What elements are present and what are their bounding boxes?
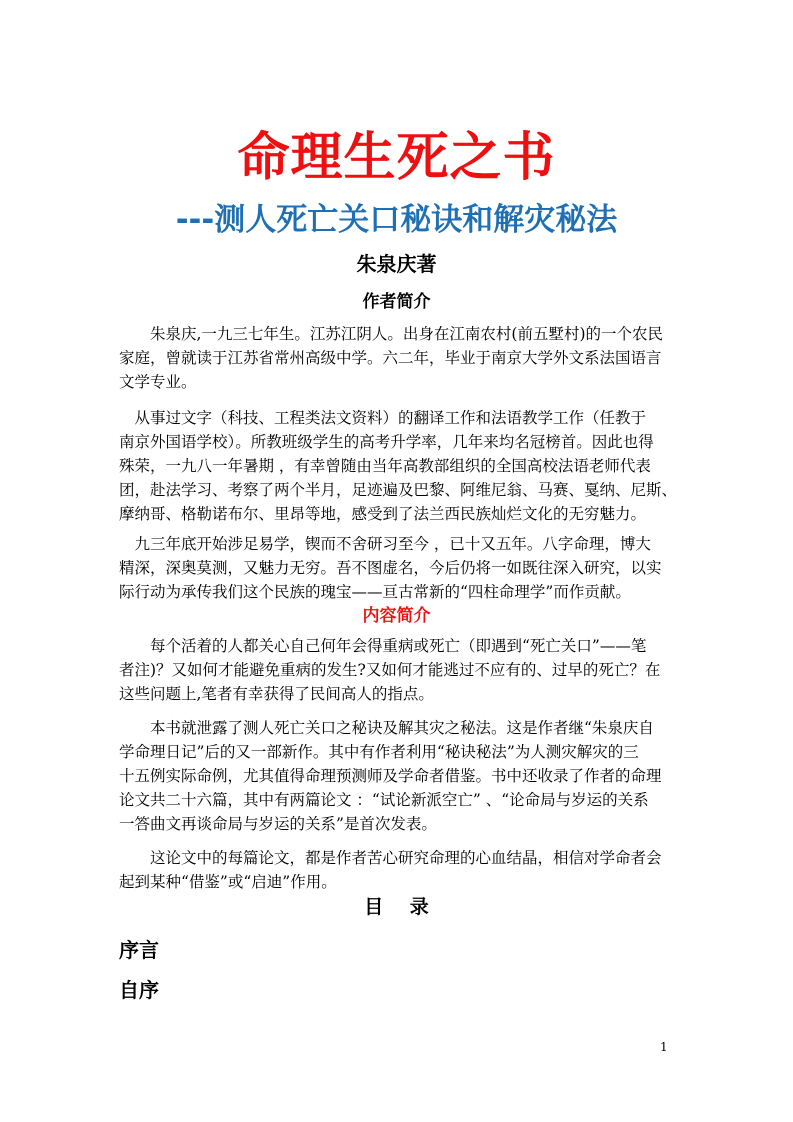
text-line: 团，赴法学习、考察了两个半月，足迹遍及巴黎、阿维尼翁、马赛、戛纳、尼斯、	[119, 481, 678, 499]
text-line: 南京外国语学校）。所教班级学生的高考升学率，几年来均名冠榜首。因此也得	[119, 433, 654, 451]
author-intro-heading: 作者简介	[362, 292, 431, 312]
text-line: 摩纳哥、格勒诺布尔、里昂等地，感受到了法兰西民族灿烂文化的无穷魅力。	[119, 505, 647, 523]
text-line: 学命理日记”后的又一部新作。其中有作者利用“秘诀秘法”为人测灾解灾的三	[119, 743, 639, 761]
content-intro-paragraph-2	[119, 716, 675, 836]
text-line: 从事过文字（科技、工程类法文资料）的翻译工作和法语教学工作（任教于	[119, 409, 647, 427]
toc-item-author-preface[interactable]: 自序	[119, 978, 159, 1002]
author-line: 朱泉庆著	[356, 252, 437, 276]
toc-heading: 目 录	[364, 896, 429, 918]
text-line: 朱泉庆,一九三七年生。江苏江阴人。出身在江南农村(前五墅村)的一个农民	[119, 325, 664, 343]
content-intro-heading: 内容简介	[362, 606, 431, 626]
content-intro-paragraph-1	[119, 634, 675, 706]
author-intro-paragraph-2	[119, 406, 678, 526]
content-intro-paragraph-3	[119, 846, 675, 894]
text-line: 一答曲文再谈命局与岁运的关系”是首次发表。	[119, 815, 437, 833]
book-title: 命理生死之书	[237, 128, 556, 188]
text-line: 殊荣，一九八一年暑期 ，有幸曾随由当年高教部组织的全国高校法语老师代表	[119, 457, 651, 475]
text-line: 十五例实际命例，尤其值得命理预测师及学命者借鉴。书中还收录了作者的命理	[119, 767, 662, 785]
text-line: 者注)？又如何才能避免重病的发生?又如何才能逃过不应有的、过早的死亡？在	[119, 661, 661, 679]
author-intro-paragraph-3	[119, 532, 675, 604]
page-number: 1	[660, 1040, 668, 1054]
author-intro-paragraph-1	[119, 322, 675, 394]
text-line: 起到某种“借鉴”或“启迪”作用。	[119, 873, 337, 891]
text-line: 每个活着的人都关心自己何年会得重病或死亡（即遇到“死亡关口”——笔	[119, 637, 647, 655]
text-line: 九三年底开始涉足易学，锲而不舍研习至今 ，已十又五年。八字命理，博大	[119, 535, 651, 553]
text-line: 这些问题上,笔者有幸获得了民间高人的指点。	[119, 685, 434, 703]
text-line: 文学专业。	[119, 373, 197, 391]
text-line: 际行动为承传我们这个民族的瑰宝——亘古常新的“四柱命理学”而作贡献。	[119, 583, 631, 601]
text-line: 本书就泄露了测人死亡关口之秘诀及解其灾之秘法。这是作者继“朱泉庆自	[119, 719, 654, 737]
toc-item-preface[interactable]: 序言	[119, 938, 159, 962]
text-line: 精深，深奥莫测，又魅力无穷。吾不图虚名，今后仍将一如既往深入研究，以实	[119, 559, 662, 577]
text-line: 论文共二十六篇，其中有两篇论文 ：“试论新派空亡” 、“论命局与岁运的关系	[119, 791, 649, 809]
text-line: 家庭，曾就读于江苏省常州高级中学。六二年，毕业于南京大学外文系法国语言	[119, 349, 662, 367]
book-subtitle: ---测人死亡关口秘诀和解灾秘法	[175, 202, 618, 238]
text-line: 这论文中的每篇论文，都是作者苦心研究命理的心血结晶，相信对学命者会	[119, 849, 662, 867]
